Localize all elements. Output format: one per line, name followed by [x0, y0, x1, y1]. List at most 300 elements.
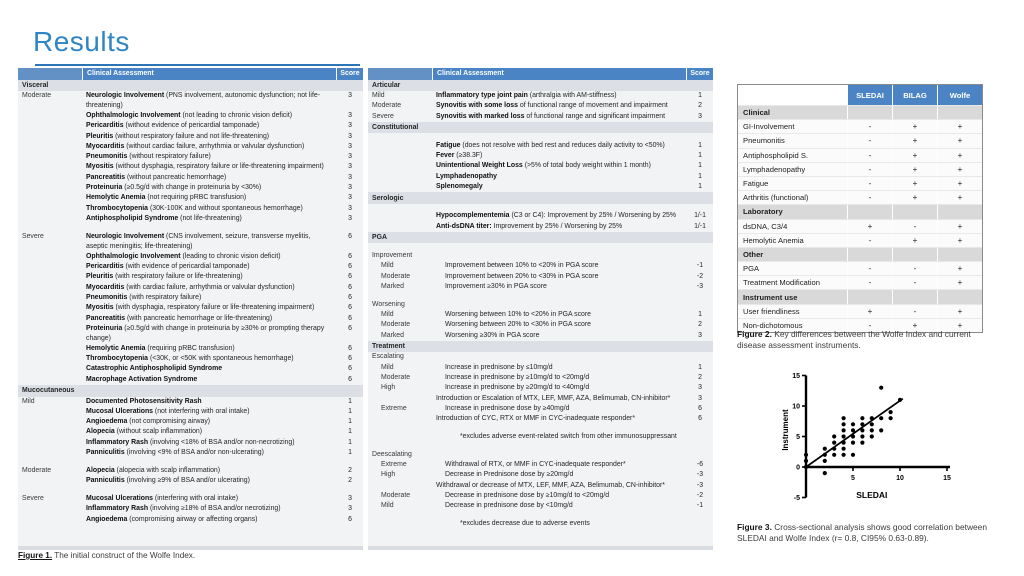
table-row: [18, 476, 363, 486]
score-value: 3: [348, 194, 352, 202]
table-bottom-edge: [18, 546, 363, 550]
assessment-text: Pleuritis (with respiratory failure or life-threatening): [86, 273, 243, 281]
data-point: [860, 416, 864, 420]
comparison-value: +: [847, 220, 892, 233]
score-value: 2: [698, 102, 702, 110]
table-row: [18, 142, 363, 152]
comparison-row: [738, 233, 982, 247]
x-axis-label: SLEDAI: [856, 490, 888, 500]
table-row: [368, 151, 713, 161]
table-row: [368, 491, 713, 501]
row-label: PGA: [743, 264, 760, 274]
assessment-text: Ophthalmologic Involvement (not leading to chronic vision deficit): [86, 112, 293, 119]
table-header: [18, 68, 363, 80]
score-value: 6: [348, 365, 352, 373]
score-value: 2: [698, 373, 702, 381]
assessment-text: Mucosal Ulcerations (interfering with oral intake): [86, 494, 239, 502]
severity-label: Severe: [22, 494, 44, 502]
comparison-header-row: [738, 85, 982, 105]
assessment-text: Decrease in prednisone dose by ≥10mg/d to <20mg/d: [445, 491, 610, 499]
comparison-value: -: [847, 191, 892, 204]
figure3-scatter-plot: [740, 368, 975, 518]
severity-label: Moderate: [372, 102, 402, 110]
table-row: [18, 293, 363, 303]
row-label: Hemolytic Anemia: [743, 235, 804, 245]
table-row: [18, 375, 363, 385]
group-label-row: [368, 352, 713, 362]
score-value: 2: [348, 477, 352, 485]
table-row: [18, 466, 363, 476]
assessment-text: Inflammatory Rash (involving <18% of BSA and/or non-necrotizing): [86, 438, 295, 446]
row-label: User friendliness: [743, 306, 800, 316]
score-value: 1: [348, 407, 352, 415]
assessment-text: Increase in prednisone by ≥20mg/d to <40mg/d: [445, 384, 590, 392]
comparison-value: +: [937, 191, 982, 204]
spacer-row: [368, 204, 713, 212]
data-point: [860, 428, 864, 432]
table-row: [18, 324, 363, 344]
y-tick-label: 10: [792, 403, 800, 411]
table-row: [18, 397, 363, 407]
instrument-column-header: Wolfe: [937, 85, 982, 105]
comparison-value: [937, 248, 982, 261]
assessment-text: Angioedema (compromising airway or affecting organs): [86, 515, 258, 523]
assessment-text: Thrombocytopenia (30K-100K and without spontaneous hemorrhage): [86, 204, 303, 212]
comparison-value: -: [847, 319, 892, 332]
severity-label: Moderate: [22, 92, 52, 99]
severity-label: Moderate: [381, 272, 411, 280]
assessment-text: Introduction of CYC, RTX or MMF in CYC-inadequate responder*: [436, 415, 636, 423]
severity-label: Mild: [372, 92, 385, 99]
assessment-text: Inflammatory Rash (involving ≥18% of BSA and/or necrotizing): [86, 505, 281, 513]
score-value: 1: [698, 172, 702, 180]
comparison-value: +: [892, 149, 937, 162]
comparison-value: -: [847, 149, 892, 162]
comparison-value: +: [937, 234, 982, 247]
section-row: Articular: [368, 80, 713, 92]
comparison-value: -: [847, 134, 892, 147]
severity-label: Mild: [381, 310, 394, 318]
score-value: 1: [698, 152, 702, 160]
assessment-text: Alopecia (alopecia with scalp inflammation): [86, 466, 221, 474]
section-row: Visceral: [18, 80, 363, 92]
assessment-text: Splenomegaly: [436, 183, 483, 191]
row-label: GI-Involvement: [743, 122, 795, 132]
assessment-text: Improvement between 10% to <20% in PGA score: [445, 262, 599, 270]
severity-label: Mild: [381, 262, 394, 270]
score-value: 1: [348, 418, 352, 426]
assessment-text: Pericarditis (without evidence of pericardial tamponade): [86, 122, 260, 130]
table-row: [368, 261, 713, 271]
data-point: [870, 416, 874, 420]
table-body: [368, 80, 713, 530]
comparison-value: -: [847, 177, 892, 190]
comparison-value: -: [892, 276, 937, 289]
table-row: [368, 172, 713, 182]
score-value: -3: [696, 471, 704, 479]
row-label: Arthritis (functional): [743, 193, 809, 203]
table-row: [18, 232, 363, 252]
score-value: -3: [696, 481, 704, 489]
section-row: PGA: [368, 232, 713, 244]
figure3-caption: Figure 3. Cross-sectional analysis shows good correlation between SLEDAI and Wolfe Index (r= 0.8, CI95% 0.63-0.89).: [737, 522, 987, 544]
assessment-text: Hypocomplementemia (C3 or C4): Improvement by 25% / Worsening by 25%: [436, 212, 676, 220]
severity-label: Moderate: [381, 321, 411, 329]
data-point: [860, 441, 864, 445]
assessment-text: Alopecia (without scalp inflammation): [86, 428, 203, 436]
assessment-text: Documented Photosensitivity Rash: [86, 397, 202, 405]
table-row: [368, 310, 713, 320]
score-value: 3: [348, 153, 352, 161]
data-point: [851, 434, 855, 438]
severity-label: Extreme: [381, 461, 407, 469]
comparison-row: [738, 119, 982, 133]
score-value: -1: [696, 502, 704, 510]
assessment-text: Lymphadenopathy: [436, 172, 497, 180]
data-point: [879, 428, 883, 432]
assessment-text: Panniculitis (involving <9% of BSA and/or non-ulcerating): [86, 449, 264, 457]
score-value: 1: [698, 310, 702, 318]
comparison-row: [738, 261, 982, 275]
assessment-text: Hemolytic Anemia (requiring pRBC transfusion): [86, 344, 235, 352]
severity-label: Moderate: [381, 373, 411, 381]
assessment-text: Macrophage Activation Syndrome: [86, 375, 198, 383]
assessment-text: Mucosal Ulcerations (not interfering with oral intake): [86, 407, 250, 415]
data-point: [851, 441, 855, 445]
score-value: 3: [348, 132, 352, 140]
score-value: 1: [698, 162, 702, 170]
severity-label: Severe: [372, 112, 394, 120]
score-value: 6: [348, 273, 352, 281]
assessment-text: Increase in prednisone by ≤10mg/d: [445, 363, 553, 371]
table-row: [368, 282, 713, 292]
assessment-text: Decrease in prednisone dose by <10mg/d: [445, 502, 573, 510]
data-point: [832, 453, 836, 457]
table-row: [18, 494, 363, 504]
trend-line: [806, 399, 903, 467]
score-value: 1: [698, 141, 702, 149]
assessment-text: Myositis (without dysphagia, respiratory failure or life-threatening impairment): [86, 163, 324, 171]
group-label-row: [368, 450, 713, 460]
table-row: [18, 272, 363, 282]
figure1-caption-label: Figure 1.: [18, 551, 53, 560]
score-value: 6: [348, 263, 352, 271]
data-point: [860, 434, 864, 438]
score-value: 3: [348, 184, 352, 192]
data-point: [832, 441, 836, 445]
score-value: 3: [698, 331, 702, 339]
assessment-text: Improvement between 20% to <30% in PGA score: [445, 272, 599, 280]
data-point: [804, 459, 808, 463]
spacer-row: [368, 133, 713, 141]
score-value: 1: [698, 363, 702, 371]
severity-label: Moderate: [22, 466, 52, 474]
row-label: Antiphospholipid S.: [743, 150, 809, 160]
score-value: 6: [348, 355, 352, 363]
severity-label: Marked: [381, 331, 404, 339]
assessment-text: Myocarditis (without cardiac failure, arrhythmia or valvular dysfunction): [86, 142, 305, 150]
assessment-text: Antiphospholipid Syndrome (not life-threatening): [86, 214, 242, 222]
y-axis-label: Instrument: [781, 409, 790, 451]
table-row: [18, 193, 363, 203]
comparison-value: +: [892, 163, 937, 176]
footnote-row: [368, 432, 713, 442]
section-row: Treatment: [368, 341, 713, 353]
assessment-text: Pancreatitis (without pancreatic hemorrhage): [86, 173, 227, 181]
severity-column-header: [368, 68, 433, 80]
data-point: [842, 434, 846, 438]
group-label-row: [368, 251, 713, 261]
table-row: [368, 331, 713, 341]
clinical-assessment-header: Clinical Assessment: [433, 68, 687, 80]
comparison-value: [847, 106, 892, 119]
comparison-value: -: [847, 276, 892, 289]
table-row: [18, 132, 363, 142]
section-row: Constitutional: [368, 122, 713, 134]
section-row: [738, 105, 982, 119]
comparison-value: +: [892, 120, 937, 133]
assessment-text: Synovitis with marked loss of functional range and significant impairment: [436, 112, 666, 120]
footnote-text: *excludes adverse event-related switch from other immunosuppressant: [460, 432, 677, 440]
score-value: 1: [698, 183, 702, 191]
table-row: [18, 515, 363, 525]
x-tick-label: 15: [943, 475, 951, 482]
data-point: [870, 428, 874, 432]
table-row: [18, 204, 363, 214]
score-value: -1: [696, 262, 704, 270]
severity-label: Marked: [381, 282, 404, 290]
comparison-value: [847, 290, 892, 303]
score-value: -6: [696, 461, 704, 469]
severity-label: Improvement: [372, 251, 413, 259]
assessment-text: Proteinuria (≥0.5g/d with change in proteinuria by <30%): [86, 184, 262, 192]
assessment-text: Pneumonitis (without respiratory failure): [86, 153, 211, 161]
assessment-text: Withdrawal of RTX, or MMF in CYC-inadequate responder*: [445, 461, 626, 469]
table-row: [18, 121, 363, 131]
assessment-text: Decrease in Prednisone dose by ≥20mg/d: [445, 471, 574, 479]
comparison-value: +: [892, 234, 937, 247]
assessment-text: Myositis (with dysphagia, respiratory failure or life-threatening impairment): [86, 304, 315, 312]
score-value: 6: [348, 232, 352, 240]
assessment-text: Thrombocytopenia (<30K, or <50K with spontaneous hemorrhage): [86, 355, 294, 363]
score-value: 2: [348, 466, 352, 474]
score-value: 1/-1: [694, 212, 706, 220]
score-value: 6: [348, 344, 352, 352]
score-value: 6: [348, 375, 352, 383]
x-tick-label: 10: [896, 475, 904, 482]
data-point: [823, 459, 827, 463]
score-column-header: Score: [340, 70, 360, 78]
assessment-text: Pancreatitis (with pancreatic hemorrhage or life-threatening): [86, 314, 273, 322]
table-row: [18, 183, 363, 193]
section-row: [738, 204, 982, 218]
row-label: Instrument use: [738, 290, 847, 303]
footnote-text: *excludes decrease due to adverse events: [460, 520, 590, 527]
comparison-row: [738, 190, 982, 204]
data-point: [842, 428, 846, 432]
comparison-value: +: [892, 177, 937, 190]
severity-label: Mild: [22, 397, 35, 405]
table-row: [368, 112, 713, 122]
score-value: 6: [348, 283, 352, 291]
data-point: [823, 447, 827, 451]
table-row: [368, 222, 713, 232]
table-row: [18, 314, 363, 324]
footnote-row: [368, 519, 713, 529]
table-bottom-edge: [368, 546, 713, 550]
assessment-text: Pleuritis (without respiratory failure and not life-threatening): [86, 132, 270, 140]
table-row: [368, 363, 713, 373]
instrument-column-header: SLEDAI: [847, 85, 892, 105]
figure2-comparison-table: [737, 84, 983, 333]
assessment-text: Improvement ≥30% in PGA score: [445, 282, 547, 290]
comparison-row: [738, 304, 982, 318]
data-point: [851, 428, 855, 432]
table-row: [368, 182, 713, 192]
table-row: [368, 101, 713, 111]
comparison-value: +: [937, 276, 982, 289]
clinical-assessment-header: Clinical Assessment: [83, 68, 337, 80]
score-value: 6: [348, 324, 352, 332]
data-point: [898, 398, 902, 402]
table-row: [18, 364, 363, 374]
score-value: 6: [698, 404, 702, 412]
data-point: [832, 447, 836, 451]
comparison-value: -: [847, 163, 892, 176]
score-value: 3: [348, 92, 352, 99]
row-label: Other: [738, 248, 847, 261]
severity-label: Mild: [381, 502, 394, 510]
spacer-row: [368, 292, 713, 300]
table-row: [18, 427, 363, 437]
table-row: [368, 470, 713, 480]
score-value: 3: [698, 112, 702, 120]
score-value: 3: [348, 142, 352, 150]
comparison-value: +: [892, 319, 937, 332]
row-label: Lymphadenopathy: [743, 164, 806, 174]
assessment-text: Fever (≥38.3F): [436, 152, 483, 160]
x-tick-label: 5: [851, 475, 855, 482]
section-row: [738, 247, 982, 261]
assessment-text: Anti-dsDNA titer: Improvement by 25% / Worsening by 25%: [436, 222, 623, 230]
comparison-value: [847, 248, 892, 261]
score-value: -3: [696, 282, 704, 290]
comparison-row: [738, 275, 982, 289]
assessment-text: Worsening between 20% to <30% in PGA score: [445, 321, 592, 329]
row-label: Pneumonitis: [743, 136, 785, 146]
score-value: -2: [696, 491, 704, 499]
score-column-header: Score: [690, 70, 710, 78]
row-label: Treatment Modification: [743, 278, 820, 288]
score-value: 1: [348, 397, 352, 405]
data-point: [851, 453, 855, 457]
table-row: [18, 162, 363, 172]
spacer-row: [18, 486, 363, 494]
table-row: [18, 438, 363, 448]
section-row: Mucocutaneous: [18, 385, 363, 397]
group-label-row: [368, 300, 713, 310]
assessment-text: Panniculitis (involving ≥9% of BSA and/or ulcerating): [86, 477, 250, 485]
comparison-value: +: [937, 120, 982, 133]
table-row: [18, 448, 363, 458]
comparison-value: +: [847, 305, 892, 318]
comparison-value: [892, 205, 937, 218]
data-point: [842, 416, 846, 420]
y-tick-label: 15: [792, 373, 800, 381]
comparison-value: +: [937, 163, 982, 176]
data-point: [889, 410, 893, 414]
assessment-text: Myocarditis (with cardiac failure, arrhythmia or valvular dysfunction): [86, 283, 295, 291]
comparison-value: [847, 205, 892, 218]
score-value: 3: [348, 204, 352, 212]
table-row: [18, 152, 363, 162]
comparison-value: [892, 248, 937, 261]
assessment-text: Catastrophic Antiphospholipid Syndrome: [86, 365, 223, 373]
data-point: [832, 434, 836, 438]
comparison-value: +: [937, 177, 982, 190]
comparison-value: [937, 290, 982, 303]
table-row: [18, 303, 363, 313]
row-label: Fatigue: [743, 179, 769, 189]
data-point: [870, 422, 874, 426]
comparison-row: [738, 176, 982, 190]
data-point: [860, 422, 864, 426]
assessment-text: Withdrawal or decrease of MTX, LEF, MMF, AZA, Belimumab, CN-inhibitor*: [436, 481, 665, 489]
y-tick-label: -5: [793, 495, 800, 503]
section-row: Serologic: [368, 192, 713, 204]
assessment-text: Hemolytic Anemia (not requiring pRBC transfusion): [86, 194, 247, 202]
table-row: [18, 91, 363, 111]
score-value: 1: [348, 438, 352, 446]
wolfe-index-table-articular-treatment: [368, 68, 713, 550]
table-row: [368, 211, 713, 221]
comparison-value: -: [892, 262, 937, 275]
table-row: [18, 173, 363, 183]
table-row: [368, 501, 713, 511]
table-row: [18, 417, 363, 427]
data-point: [889, 416, 893, 420]
severity-label: Severe: [22, 232, 44, 240]
severity-label: High: [381, 384, 396, 392]
comparison-value: +: [937, 262, 982, 275]
table-row: [18, 344, 363, 354]
data-point: [842, 441, 846, 445]
assessment-text: Pericarditis (with evidence of pericardial tamponade): [86, 263, 250, 271]
score-value: 6: [348, 304, 352, 312]
page-title: Results: [33, 26, 130, 57]
comparison-value: +: [937, 305, 982, 318]
score-value: 3: [348, 163, 352, 171]
score-value: 6: [348, 252, 352, 260]
table-row: [368, 460, 713, 470]
table-row: [368, 394, 713, 404]
row-label: Clinical: [738, 106, 847, 119]
score-value: 1: [348, 428, 352, 436]
data-point: [823, 453, 827, 457]
score-value: 6: [348, 314, 352, 322]
table-row: [18, 252, 363, 262]
table-row: [368, 404, 713, 414]
assessment-text: Neurologic Involvement (CNS involvement, seizure, transverse myelitis, aseptic meningitis; life-threatening): [86, 232, 311, 250]
comparison-value: [937, 205, 982, 218]
y-tick-label: 0: [796, 464, 800, 472]
comparison-value: +: [937, 134, 982, 147]
assessment-text: Synovitis with some loss of functional range of movement and impairment: [436, 102, 668, 110]
severity-label: Extreme: [381, 404, 407, 412]
comparison-value: [892, 106, 937, 119]
table-row: [368, 414, 713, 424]
comparison-value: +: [937, 220, 982, 233]
